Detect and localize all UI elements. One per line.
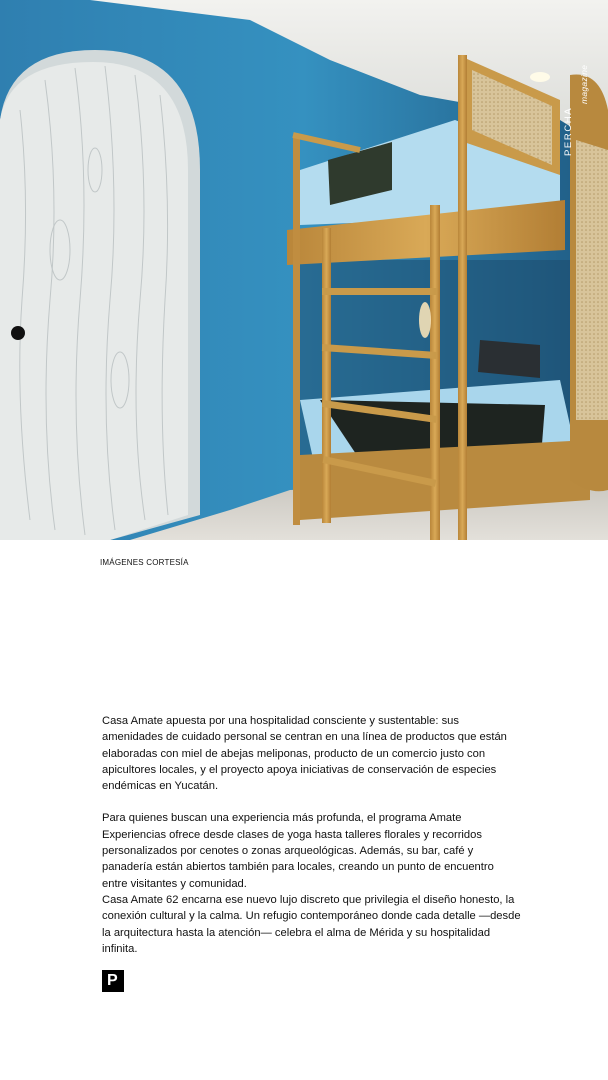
photo-caption: IMÁGENES CORTESÍA	[100, 558, 189, 567]
logo-letter: P	[107, 972, 118, 989]
brand-sub: magazine	[579, 64, 589, 104]
paragraph: Para quienes buscan una experiencia más profunda, el programa Amate Experiencias ofrece desde clases de yoga hasta talleres florales y recorridos personalizados por cenotes o zonas arqueológicas. Además, su bar, café y panadería están abiertos también para locales, creando un punto de encuentro entre visitantes y comunidad.	[102, 812, 494, 890]
paragraph: Casa Amate apuesta por una hospitalidad consciente y sustentable: sus amenidades de cuidado personal se centran en una línea de productos que están elaboradas con miel de abejas meliponas, producto de un comercio justo con apicultores locales, y el proyecto apoya iniciativas de conservación de especies endémicas en Yucatán.	[102, 715, 507, 793]
percha-logo-icon	[102, 970, 124, 992]
brand-sub-wrap	[569, 60, 589, 104]
article-body	[102, 713, 522, 957]
brand-name: PERCHA	[563, 106, 574, 156]
paragraph: Casa Amate 62 encarna ese nuevo lujo discreto que privilegia el diseño honesto, la conexión cultural y la calma. Un refugio contemporáneo donde cada detalle —desde la arquitectura hasta la atención— celebra el alma de Mérida y su hospitalidad infinita.	[102, 893, 521, 955]
